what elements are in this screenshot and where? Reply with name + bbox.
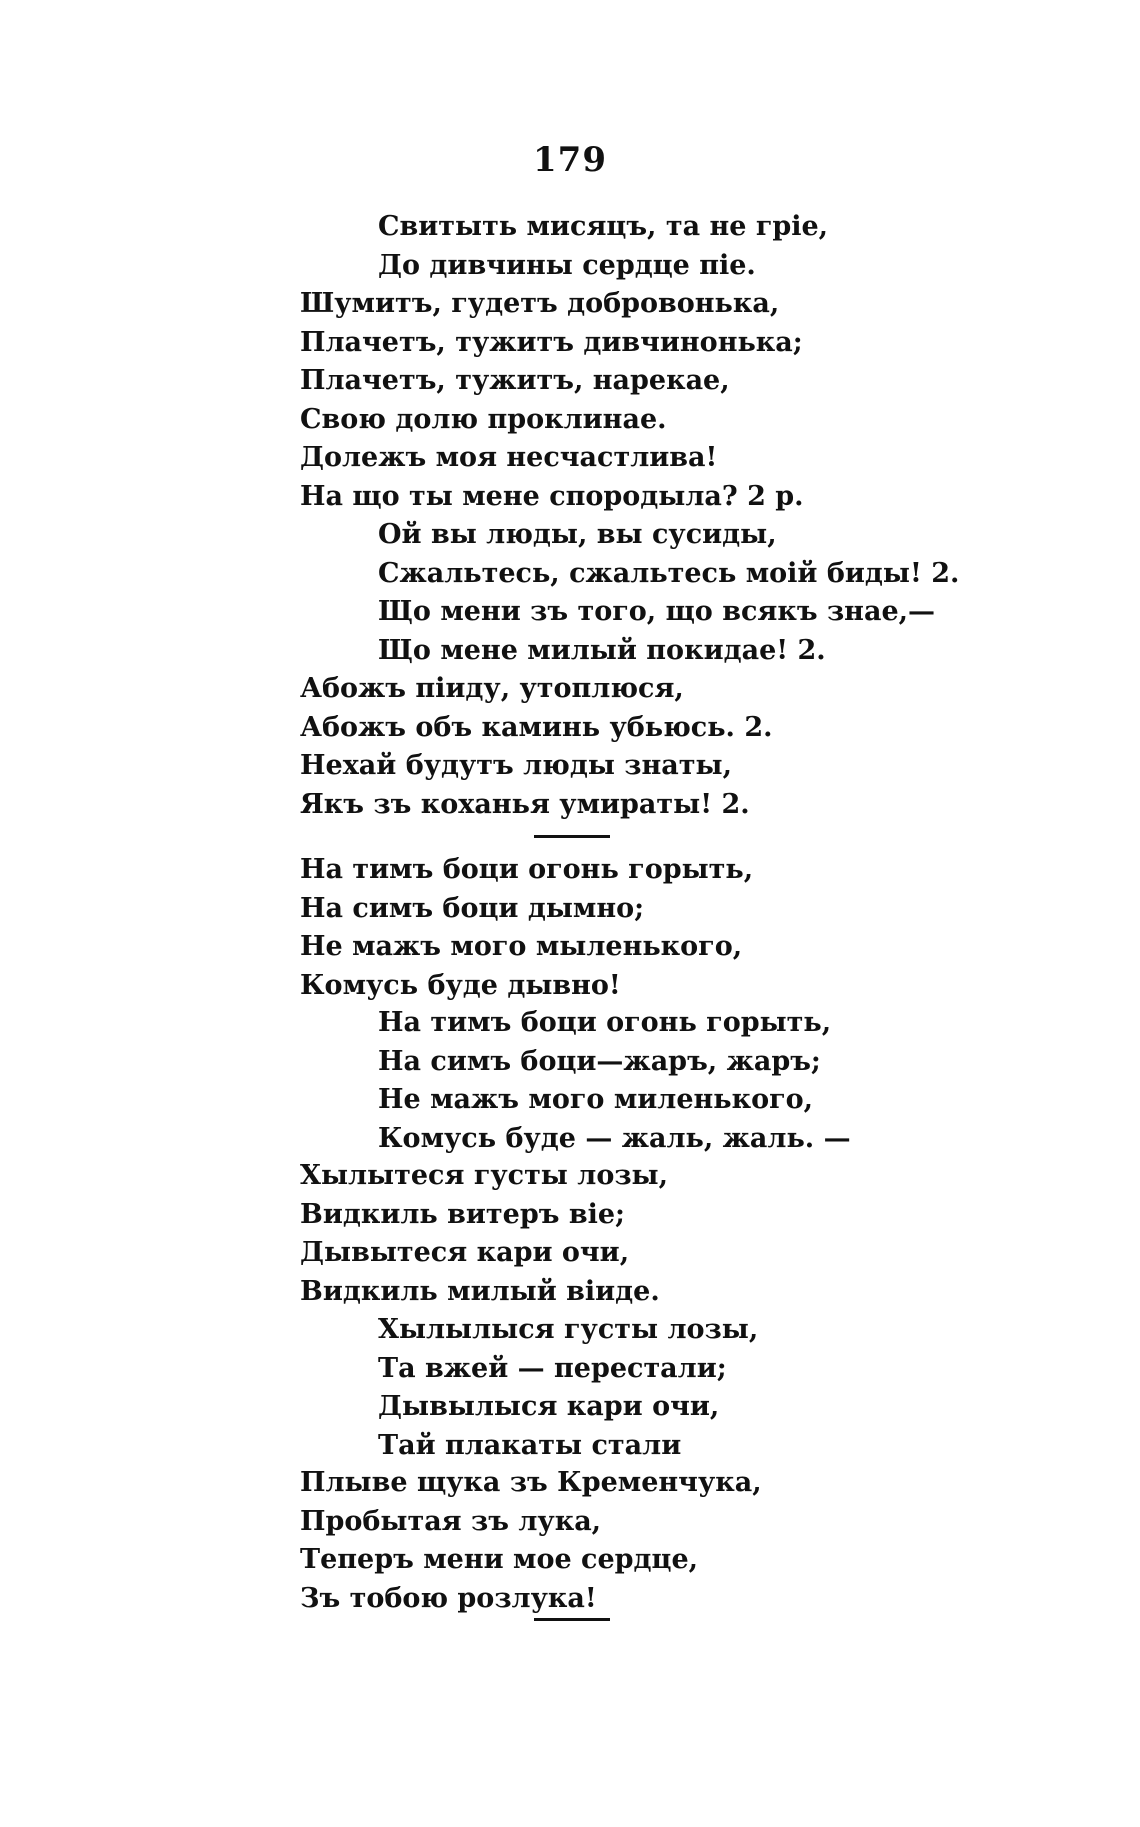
poem-line: На тимъ боци огонь горыть,: [300, 854, 754, 885]
poem-line: На симъ боци—жаръ, жаръ;: [378, 1045, 821, 1077]
page-number: 179: [533, 140, 607, 180]
poem-line: Що мене милый покидае! 2.: [378, 634, 826, 666]
poem-line: Хылытеся густы лозы,: [300, 1160, 669, 1191]
poem-line: Комусь буде дывно!: [300, 969, 621, 1001]
poem-line: Свитыть мисяцъ, та не гріе,: [378, 211, 829, 242]
poem-line: Плачетъ, тужитъ дивчинонька;: [300, 326, 803, 358]
poem-line: Що мени зъ того, що всякъ знае,—: [378, 596, 936, 627]
poem-line: Хылылыся густы лозы,: [378, 1314, 759, 1345]
poem-line: Якъ зъ коханья умираты! 2.: [300, 788, 750, 820]
poem-line: Сжальтесь, сжальтесь моій биды! 2.: [378, 557, 960, 589]
poem-line: Та вжей — перестали;: [378, 1352, 727, 1384]
poem-line: Не мажъ мого мыленького,: [300, 931, 743, 962]
poem-line: Комусь буде — жаль, жаль. —: [378, 1122, 851, 1154]
poem-line: Абожъ объ каминь убьюсь. 2.: [300, 711, 773, 743]
poem-line: Плачетъ, тужитъ, нарекае,: [300, 365, 730, 396]
poem-line: Свою долю проклинае.: [300, 403, 667, 435]
section-divider: [534, 835, 610, 838]
poem-line: Ой вы люды, вы сусиды,: [378, 519, 777, 550]
poem-line: Видкиль витеръ віе;: [300, 1198, 625, 1230]
poem-line: На що ты мене спородыла? 2 р.: [300, 480, 804, 512]
poem-line: На симъ боци дымно;: [300, 892, 645, 924]
poem-line: Видкиль милый віиде.: [300, 1275, 660, 1307]
poem-line: До дивчины сердце піе.: [378, 249, 756, 281]
poem-line: Дывытеся кари очи,: [300, 1237, 630, 1268]
poem-stanza-4: [300, 1157, 940, 1465]
poem-line: Дывылыся кари очи,: [378, 1391, 720, 1422]
poem-stanza-3: [300, 1004, 940, 1158]
poem-line: Зъ тобою розлука!: [300, 1582, 597, 1614]
poem-line: Пробытая зъ лука,: [300, 1505, 602, 1537]
section-divider: [534, 1618, 610, 1621]
poem-line: На тимъ боци огонь горыть,: [378, 1007, 832, 1038]
poem-line: Теперъ мени мое сердце,: [300, 1544, 699, 1575]
poem-line: Шумитъ, гудетъ добровонька,: [300, 288, 780, 319]
poem-line: Долежъ моя несчастлива!: [300, 442, 718, 473]
poem-stanza-5: [300, 1464, 940, 1618]
poem-stanza-2: [300, 851, 940, 1005]
poem-line: Абожъ піиду, утоплюся,: [300, 673, 684, 704]
poem-line: Тай плакаты стали: [378, 1429, 682, 1461]
poem-line: Не мажъ мого миленького,: [378, 1084, 814, 1115]
poem-line: Нехай будутъ люды знаты,: [300, 750, 732, 781]
poem-line: Плыве щука зъ Кременчука,: [300, 1467, 762, 1498]
poem-stanza-1: [300, 208, 960, 824]
